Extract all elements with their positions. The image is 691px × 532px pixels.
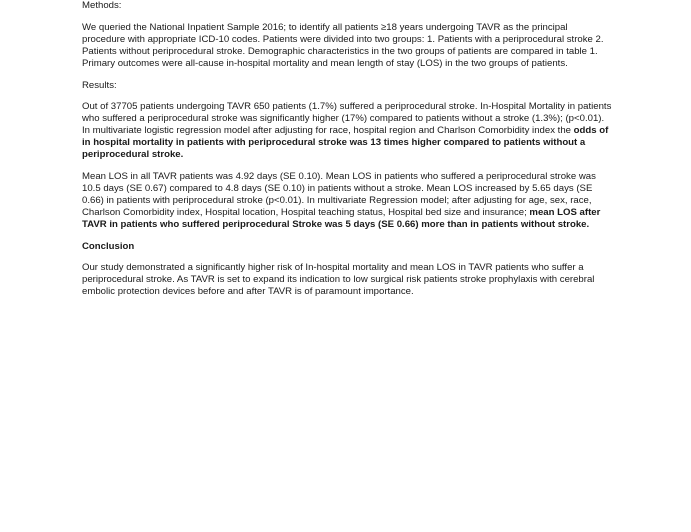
methods-paragraph: We queried the National Inpatient Sample 2016; to identify all patients ≥18 years undergoing TAVR as the principal procedure with appropriate ICD-10 codes. Patients were divided into two groups: 1. Patients with a periprocedural stroke 2. Patients without periprocedural stroke. Demographic characteristics in the two groups of patients are compared in table 1. Primary outcomes were all-cause in-hospital mortality and mean length of stay (LOS) in the two groups of patients.: [82, 21, 604, 69]
document-page: [82, 0, 612, 298]
results-los-highlight: mean LOS after TAVR in patients who suffered periprocedural Stroke was 5 days (SE 0.66) more than in patients without stroke.: [82, 206, 601, 230]
results-mortality-text: Out of 37705 patients undergoing TAVR 650 patients (1.7%) suffered a periprocedural stroke. In-Hospital Mortality in patients who suffered a periprocedural stroke was significantly higher (17%) compared to patients without a stroke (1.3%); (p<0.01). In multivariate logistic regression model after adjusting for race, hospital region and Charlson Comorbidity index the: [82, 101, 612, 137]
spacer: [82, 231, 612, 241]
results-mortality-highlight: odds of in hospital mortality in patients with periprocedural stroke was 13 times higher compared to patients without a periprocedural stroke.: [82, 125, 609, 161]
results-heading: Results:: [82, 79, 117, 91]
conclusion-paragraph: Our study demonstrated a significantly higher risk of In-hospital mortality and mean LOS in TAVR patients who suffer a periprocedural stroke. As TAVR is set to expand its indication to low surgical risk patients stroke prophylaxis with cerebral embolic protection devices before and after TAVR is of paramount importance.: [82, 262, 595, 298]
spacer: [82, 91, 612, 101]
methods-heading: Methods:: [82, 0, 122, 11]
results-paragraph-mortality: [82, 101, 612, 161]
spacer: [82, 12, 612, 22]
spacer: [82, 252, 612, 262]
spacer: [82, 161, 612, 171]
spacer: [82, 70, 612, 80]
results-los-text: Mean LOS in all TAVR patients was 4.92 days (SE 0.10). Mean LOS in patients who suffered a periprocedural stroke was 10.5 days (SE 0.67) compared to 4.8 days (SE 0.10) in patients without a stroke. Mean LOS increased by 5.65 days (SE 0.66) in patients with periprocedural stroke (p<0.01). In multivariate Regression model; after adjusting for age, sex, race, Charlson Comorbidity index, Hospital location, Hospital teaching status, Hospital bed size and insurance;: [82, 170, 596, 218]
results-paragraph-los: [82, 171, 612, 231]
conclusion-heading: Conclusion: [82, 240, 135, 252]
